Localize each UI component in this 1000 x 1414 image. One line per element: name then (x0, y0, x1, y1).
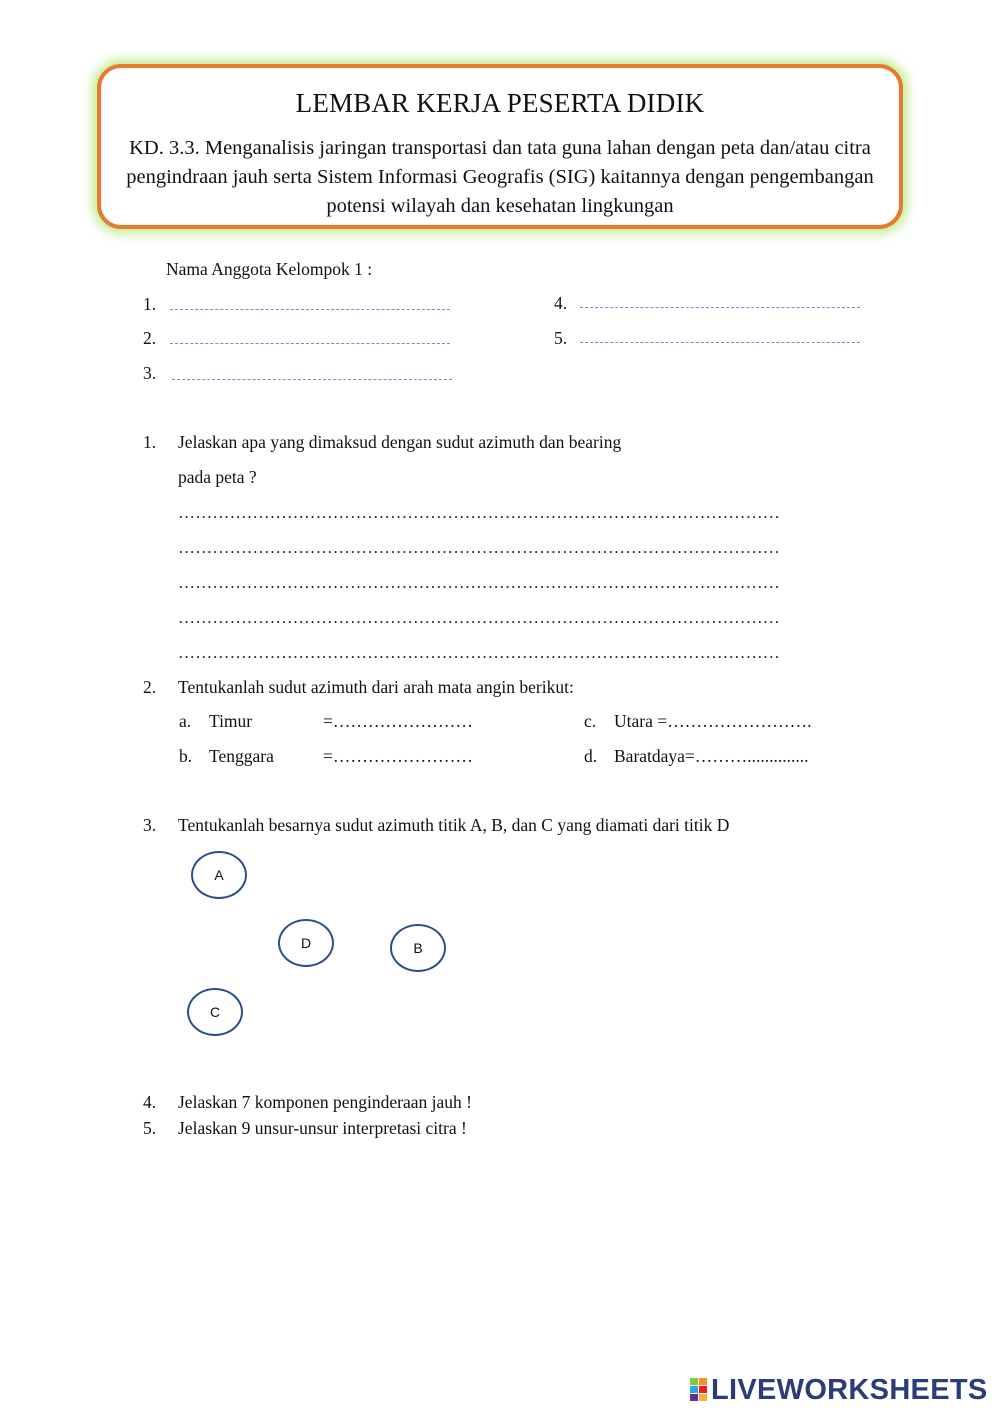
group-label: Nama Anggota Kelompok 1 : (166, 259, 373, 279)
brand-name: LIVEWORKSHEETS (711, 1373, 988, 1406)
question-4-text: Jelaskan 7 komponen penginderaan jauh ! (178, 1092, 473, 1112)
question-5-number: 5. (143, 1118, 157, 1138)
option-b-answer[interactable]: =…………………… (323, 746, 473, 766)
question-5-text: Jelaskan 9 unsur-unsur interpretasi citra ! (178, 1118, 467, 1138)
point-b: B (390, 924, 446, 972)
question-3-text: Tentukanlah besarnya sudut azimuth titik A, B, dan C yang diamati dari titik D (178, 815, 730, 835)
member-field-3[interactable] (172, 379, 452, 380)
member-number-5: 5. (554, 328, 568, 348)
competency-text: KD. 3.3. Menganalisis jaringan transportasi dan tata guna lahan dengan peta dan/atau citra pengindraan jauh serta Sistem Informasi Geografis (SIG) kaitannya dengan pengembangan potensi wilayah dan kesehatan lingkungan (126, 137, 874, 217)
option-a-answer[interactable]: =…………………… (323, 711, 473, 731)
member-number-3: 3. (143, 363, 157, 383)
question-1-number: 1. (143, 432, 157, 452)
option-a-letter: a. (179, 711, 192, 731)
point-a: A (191, 851, 247, 899)
option-b-label: Tenggara (209, 746, 274, 766)
member-number-2: 2. (143, 328, 157, 348)
option-d-answer[interactable]: Baratdaya=……….............. (614, 746, 809, 766)
answer-line-3[interactable]: …………………………………………………………………………………………… (178, 573, 780, 592)
member-field-5[interactable] (580, 342, 860, 343)
question-1-text: Jelaskan apa yang dimaksud dengan sudut azimuth dan bearing (178, 432, 622, 452)
option-c-letter: c. (584, 711, 597, 731)
liveworksheets-logo-icon (690, 1378, 708, 1402)
member-number-1: 1. (143, 294, 157, 314)
page-title: LEMBAR KERJA PESERTA DIDIK (295, 88, 705, 118)
brand-watermark (690, 1372, 988, 1408)
point-d: D (278, 919, 334, 967)
question-1-text-cont: pada peta ? (178, 467, 257, 487)
question-4-number: 4. (143, 1092, 157, 1112)
option-a-label: Timur (209, 711, 253, 731)
question-2-number: 2. (143, 677, 157, 697)
option-d-letter: d. (584, 746, 598, 766)
member-field-2[interactable] (170, 343, 450, 344)
question-3-number: 3. (143, 815, 157, 835)
option-b-letter: b. (179, 746, 193, 766)
member-field-1[interactable] (170, 309, 450, 310)
header-box (97, 64, 903, 229)
answer-line-4[interactable]: …………………………………………………………………………………………… (178, 608, 780, 627)
member-field-4[interactable] (580, 307, 860, 308)
option-c-answer[interactable]: Utara =……………………. (614, 711, 812, 731)
answer-line-2[interactable]: …………………………………………………………………………………………… (178, 538, 780, 557)
member-number-4: 4. (554, 293, 568, 313)
answer-line-5[interactable]: …………………………………………………………………………………………… (178, 643, 780, 662)
question-2-text: Tentukanlah sudut azimuth dari arah mata angin berikut: (178, 677, 574, 697)
point-c: C (187, 988, 243, 1036)
answer-line-1[interactable]: …………………………………………………………………………………………… (178, 503, 780, 522)
